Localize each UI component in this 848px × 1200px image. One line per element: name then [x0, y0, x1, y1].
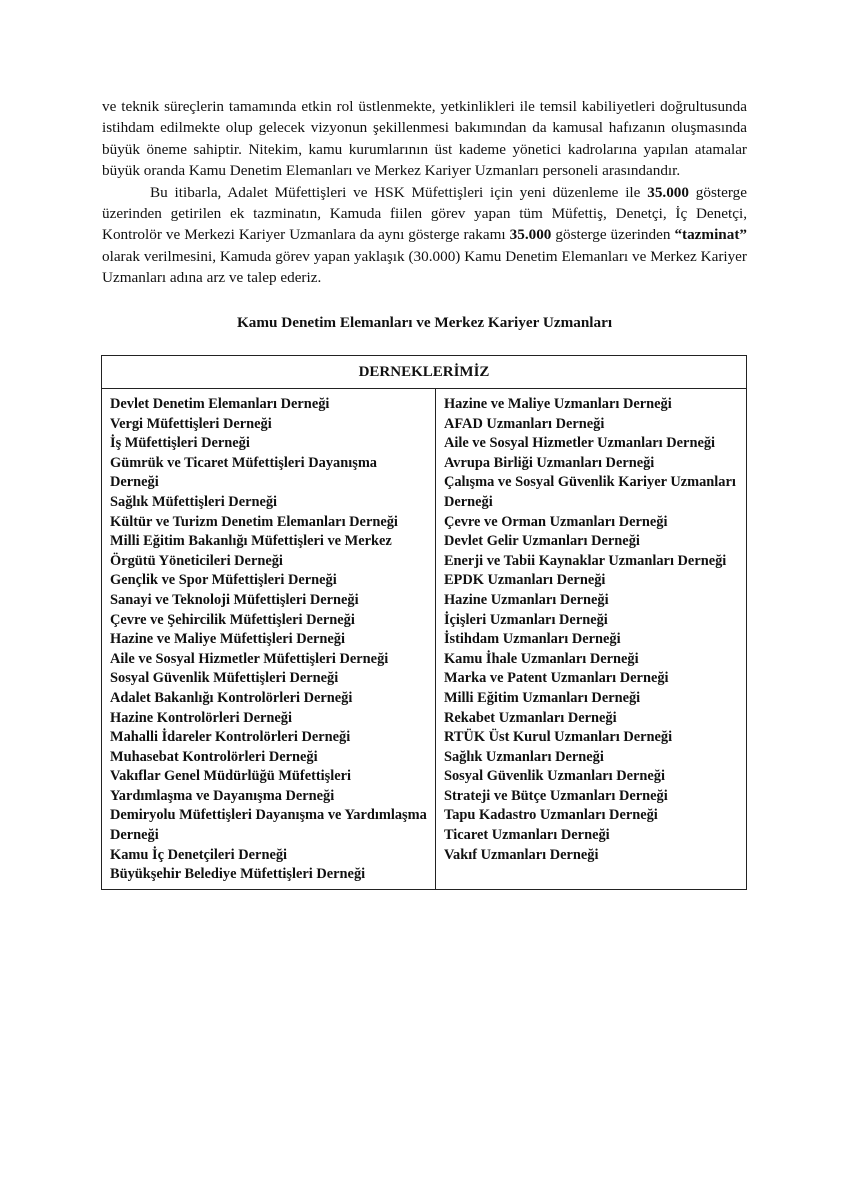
auditor-association-item: Çevre ve Şehircilik Müfettişleri Derneği [110, 611, 355, 628]
expert-association-item: Hazine ve Maliye Uzmanları Derneği [443, 396, 672, 412]
expert-association-item: Rekabet Uzmanları Derneği [443, 709, 617, 726]
letter-body [102, 96, 747, 289]
expert-association-item: EPDK Uzmanları Derneği [443, 572, 606, 589]
tazminat-term: “tazminat” [674, 226, 747, 244]
expert-association-item: İçişleri Uzmanları Derneği [443, 611, 608, 628]
expert-association-item: Vakıf Uzmanları Derneği [443, 846, 599, 863]
auditor-association-item: Hazine ve Maliye Müfettişleri Derneği [110, 631, 345, 648]
expert-association-item: Çevre ve Orman Uzmanları Derneği [443, 513, 668, 530]
expert-association-item: Hazine Uzmanları Derneği [443, 591, 609, 608]
auditor-association-item: Hazine Kontrolörleri Derneği [110, 709, 292, 726]
expert-association-item: Aile ve Sosyal Hizmetler Uzmanları Derneği [443, 435, 716, 452]
expert-association-item: Ticaret Uzmanları Derneği [443, 827, 610, 844]
expert-association-item: Çalışma ve Sosyal Güvenlik Kariyer Uzmanları Derneği [443, 474, 736, 510]
paragraph-request-part2: gösterge üzerinden getirilen ek tazminatın, Kamuda fiilen görev yapan tüm Müfettiş, Denetçi, İç Denetçi, Kontrolör ve Merkezi Kariyer Uzmanlara da aynı gösterge rakamı [102, 183, 747, 244]
auditor-association-item: Demiryolu Müfettişleri Dayanışma ve Yardımlaşma Derneği [110, 807, 427, 844]
expert-association-item: Marka ve Patent Uzmanları Derneği [443, 670, 669, 687]
paragraph-request-part4: olarak verilmesini, Kamuda görev yapan yaklaşık (30.000) Kamu Denetim Elemanları ve Merkez Kariyer Uzmanları adına arz ve talep ederiz. [102, 247, 747, 287]
auditor-association-item: Kamu İç Denetçileri Derneği [110, 846, 288, 863]
expert-association-item: Avrupa Birliği Uzmanları Derneği [443, 454, 655, 471]
indicator-amount-1: 35.000 [647, 183, 689, 201]
expert-association-item: RTÜK Üst Kurul Uzmanları Derneği [443, 729, 673, 746]
auditor-association-item: Muhasebat Kontrolörleri Derneği [110, 748, 318, 765]
signature-line: Kamu Denetim Elemanları ve Merkez Kariyer Uzmanları [236, 314, 613, 331]
auditor-association-item: Sanayi ve Teknoloji Müfettişleri Derneği [110, 591, 359, 608]
auditor-association-item: Aile ve Sosyal Hizmetler Müfettişleri Derneği [110, 650, 389, 667]
expert-association-item: Milli Eğitim Uzmanları Derneği [443, 689, 641, 706]
auditor-association-item: Vergi Müfettişleri Derneği [110, 415, 272, 432]
expert-associations-column [435, 389, 746, 890]
expert-association-item: Devlet Gelir Uzmanları Derneği [443, 533, 640, 550]
expert-association-item: Sosyal Güvenlik Uzmanları Derneği [443, 768, 665, 785]
table-header: DERNEKLERİMİZ [102, 356, 747, 389]
paragraph-continuation: ve teknik süreçlerin tamamında etkin rol üstlenmekte, yetkinlikleri ile temsil kabiliyetleri doğrultusunda istihdam edilmekte olup gelecek vizyonun şekillenmesi bakımından da kamusal hafızanın oluşmasında büyük öneme sahiptir. Nitekim, kamu kurumlarının üst kademe yönetici kadrolarına yapılan atamalar büyük oranda Kamu Denetim Elemanları ve Merkez Kariyer Uzmanları personeli arasındandır. [102, 98, 747, 180]
auditor-association-item: Milli Eğitim Bakanlığı Müfettişleri ve Merkez Örgütü Yöneticileri Derneği [110, 533, 392, 569]
auditor-association-item: Sosyal Güvenlik Müfettişleri Derneği [110, 670, 339, 687]
expert-association-item: AFAD Uzmanları Derneği [443, 415, 605, 432]
associations-table [101, 355, 747, 890]
auditor-association-item: Mahalli İdareler Kontrolörleri Derneği [110, 729, 351, 746]
expert-association-item: Sağlık Uzmanları Derneği [443, 748, 604, 765]
auditor-association-item: Sağlık Müfettişleri Derneği [110, 493, 278, 510]
paragraph-request-part3: gösterge üzerinden [551, 226, 675, 244]
auditor-association-item: Büyükşehir Belediye Müfettişleri Derneği [110, 866, 366, 883]
auditor-association-item: Adalet Bakanlığı Kontrolörleri Derneği [110, 689, 353, 706]
auditor-association-item: Kültür ve Turizm Denetim Elemanları Derneği [110, 513, 398, 530]
auditor-association-item: Devlet Denetim Elemanları Derneği [110, 396, 330, 412]
auditor-association-item: Vakıflar Genel Müdürlüğü Müfettişleri Yardımlaşma ve Dayanışma Derneği [110, 768, 352, 804]
auditor-associations-column [102, 389, 436, 890]
auditor-association-item: Gümrük ve Ticaret Müfettişleri Dayanışma Derneği [110, 454, 377, 491]
auditor-association-item: İş Müfettişleri Derneği [110, 435, 250, 452]
expert-association-item: Tapu Kadastro Uzmanları Derneği [443, 807, 658, 824]
auditor-association-item: Gençlik ve Spor Müfettişleri Derneği [110, 572, 337, 589]
expert-association-item: İstihdam Uzmanları Derneği [443, 631, 621, 648]
paragraph-request-part1: Bu itibarla, Adalet Müfettişleri ve HSK Müfettişleri için yeni düzenleme ile [150, 183, 648, 201]
indicator-amount-2: 35.000 [509, 226, 552, 244]
paragraph-request [102, 182, 747, 289]
expert-association-item: Kamu İhale Uzmanları Derneği [443, 650, 639, 667]
expert-association-item: Strateji ve Bütçe Uzmanları Derneği [443, 787, 668, 804]
expert-association-item: Enerji ve Tabii Kaynaklar Uzmanları Derneği [443, 552, 727, 569]
